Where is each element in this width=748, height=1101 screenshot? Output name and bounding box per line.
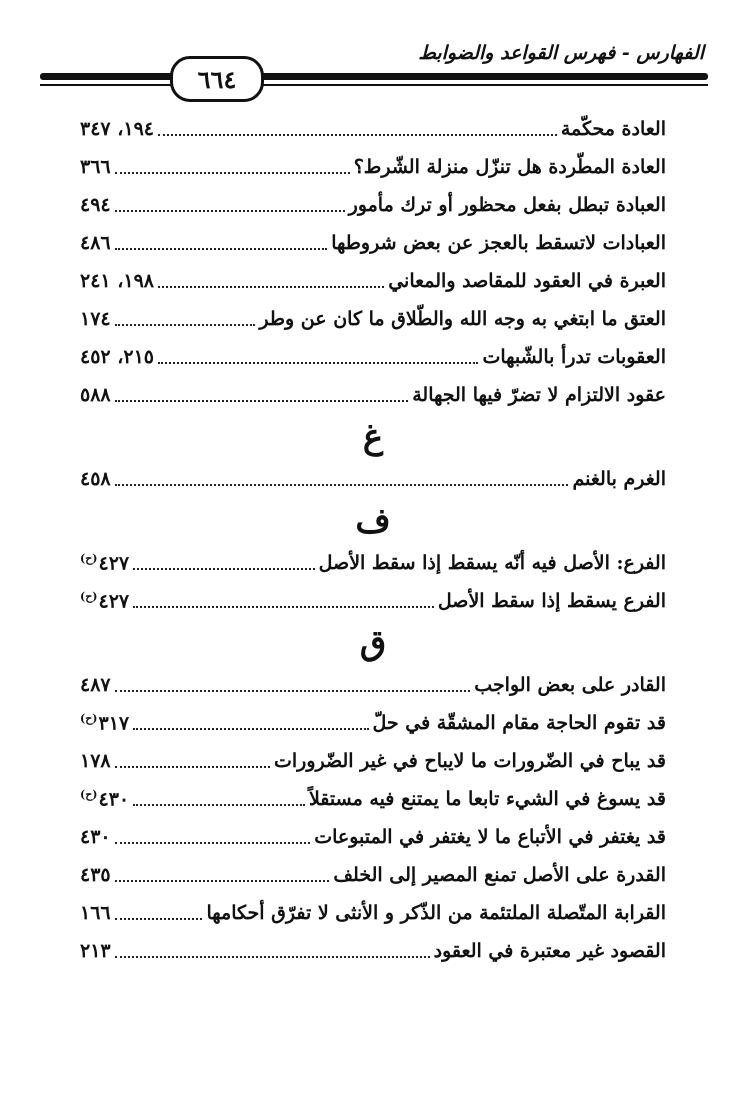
index-entry <box>80 742 666 780</box>
entry-pages: ٤٣٥ <box>80 864 111 886</box>
dot-leader <box>158 134 557 136</box>
footnote-tag: (ح) <box>80 787 98 801</box>
index-entry <box>80 582 666 620</box>
dot-leader <box>115 690 471 692</box>
entry-text: القصود غير معتبرة في العقود <box>433 940 666 962</box>
entry-text: العادة محكّمة <box>560 118 666 140</box>
index-entry <box>80 932 666 970</box>
dot-leader <box>133 568 315 570</box>
entry-pages: $٤٣٠^{(ح)}$ <box>80 787 130 811</box>
dot-leader <box>158 362 478 364</box>
dot-leader <box>133 728 368 730</box>
entry-text: العقوبات تدرأ بالشّبهات <box>482 346 666 368</box>
entry-text: العبادات لاتسقط بالعجز عن بعض شروطها <box>331 232 666 254</box>
entry-pages: ٤٣٠ <box>80 826 111 848</box>
entry-pages: ١٧٨ <box>80 750 111 772</box>
entry-text: العادة المطّردة هل تنزّل منزلة الشّرط؟ <box>353 156 666 178</box>
index-entry <box>80 894 666 932</box>
entry-text: العبرة في العقود للمقاصد والمعاني <box>388 270 666 292</box>
dot-leader <box>115 766 270 768</box>
entry-pages: ٣٦٦ <box>80 156 111 178</box>
entry-text: القرابة المتّصلة الملتئمة من الذّكر و الأنثى لا تفرّق أحكامها <box>206 902 666 924</box>
dot-leader <box>115 842 311 844</box>
section-letter-fa: ف <box>355 501 391 541</box>
dot-leader <box>158 286 384 288</box>
index-entry <box>80 780 666 818</box>
entry-pages: ٤٨٧ <box>80 674 111 696</box>
entry-pages: ٢١٥، ٤٥٢ <box>80 346 154 368</box>
entry-pages: $٤٢٧^{(ح)}$ <box>80 589 130 613</box>
index-list <box>80 110 666 970</box>
entry-text: الغرم بالغنم <box>572 468 666 490</box>
entry-pages: ١٩٤، ٣٤٧ <box>80 118 154 140</box>
dot-leader <box>115 248 328 250</box>
page-header <box>40 40 708 100</box>
entry-pages: ١٧٤ <box>80 308 111 330</box>
entry-text: قد يغتفر في الأتباع ما لا يغتفر في المتبوعات <box>314 826 666 848</box>
entry-text: قد تقوم الحاجة مقام المشقّة في حلّ <box>372 712 666 734</box>
section-letter-qaf: ق <box>359 623 387 663</box>
entry-pages: ١٦٦ <box>80 902 111 924</box>
entry-text: القدرة على الأصل تمنع المصير إلى الخلف <box>333 864 666 886</box>
index-entry <box>80 376 666 414</box>
entry-pages: ٥٨٨ <box>80 384 111 406</box>
index-entry <box>80 818 666 856</box>
index-entry <box>80 262 666 300</box>
page-number: ٦٦٤ <box>170 56 264 102</box>
index-entry <box>80 544 666 582</box>
index-entry <box>80 460 666 498</box>
dot-leader <box>115 880 330 882</box>
index-entry <box>80 704 666 742</box>
entry-text: العتق ما ابتغي به وجه الله والطّلاق ما كان عن وطر <box>259 308 666 330</box>
dot-leader <box>115 484 569 486</box>
entry-pages: $٤٢٧^{(ح)}$ <box>80 551 130 575</box>
dot-leader <box>115 956 430 958</box>
entry-text: العبادة تبطل بفعل محظور أو ترك مأمور <box>348 194 666 216</box>
index-entry <box>80 224 666 262</box>
index-entry <box>80 148 666 186</box>
footnote-tag: (ح) <box>80 589 98 603</box>
header-rule-thick <box>40 73 708 80</box>
entry-text: عقود الالتزام لا تضرّ فيها الجهالة <box>412 384 666 406</box>
entry-text: قد يباح في الضّرورات ما لايباح في غير الضّرورات <box>273 750 666 772</box>
index-entry <box>80 666 666 704</box>
dot-leader <box>115 918 203 920</box>
entry-pages: $٣١٧^{(ح)}$ <box>80 711 130 735</box>
dot-leader <box>133 606 434 608</box>
entry-text: قد يسوغ في الشيء تابعا ما يمتنع فيه مستقلاً <box>308 788 666 810</box>
entry-pages: ٢١٣ <box>80 940 111 962</box>
running-title: الفهارس - فهرس القواعد والضوابط <box>418 42 704 64</box>
index-entry <box>80 300 666 338</box>
index-entry <box>80 338 666 376</box>
dot-leader <box>115 210 345 212</box>
dot-leader <box>133 804 305 806</box>
header-rule-thin <box>40 84 708 86</box>
entry-text: الفرع يسقط إذا سقط الأصل <box>437 590 666 612</box>
entry-pages: ٤٩٤ <box>80 194 111 216</box>
entry-pages: ٤٥٨ <box>80 468 111 490</box>
entry-pages: ١٩٨، ٢٤١ <box>80 270 154 292</box>
index-entry <box>80 186 666 224</box>
section-letter-ghain: غ <box>362 417 384 457</box>
entry-text: الفرع: الأصل فيه أنّه يسقط إذا سقط الأصل <box>318 552 666 574</box>
entry-text: القادر على بعض الواجب <box>474 674 666 696</box>
dot-leader <box>115 324 256 326</box>
footnote-tag: (ح) <box>80 711 98 725</box>
footnote-tag: (ح) <box>80 551 98 565</box>
index-entry <box>80 856 666 894</box>
index-entry <box>80 110 666 148</box>
dot-leader <box>115 400 409 402</box>
dot-leader <box>115 172 350 174</box>
entry-pages: ٤٨٦ <box>80 232 111 254</box>
